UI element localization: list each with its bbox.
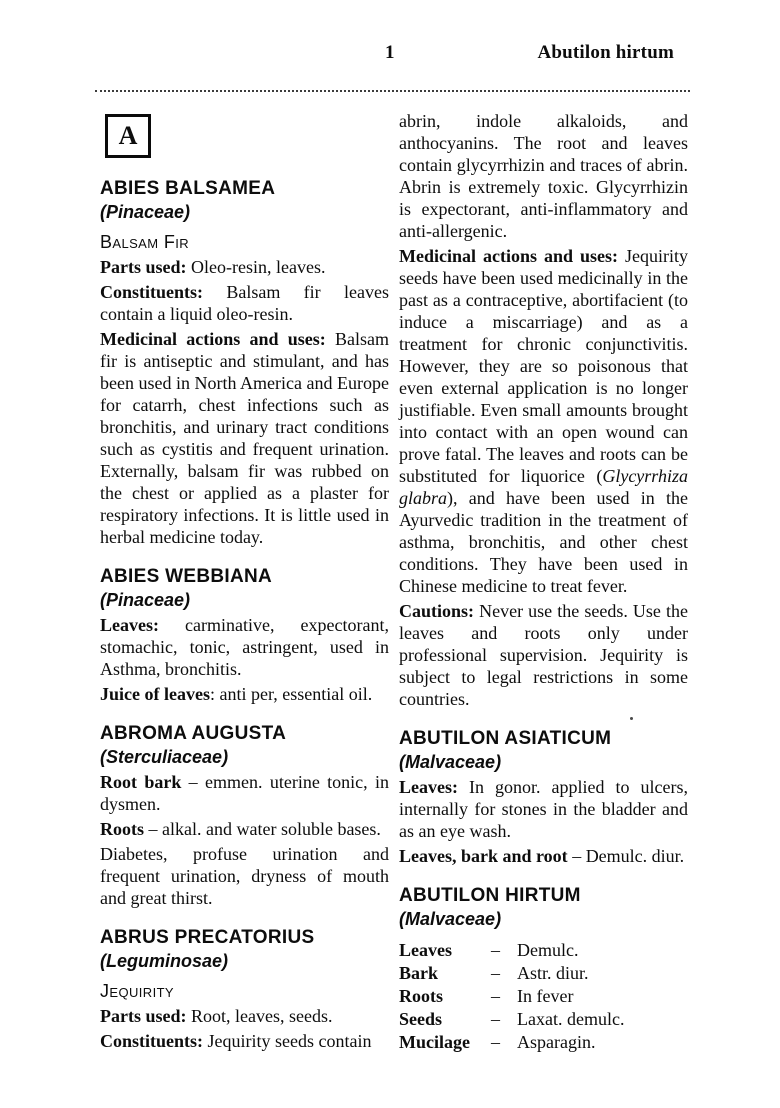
term-label: Root bark [100, 772, 182, 792]
entry-abutilon-hirtum [399, 885, 688, 1054]
paragraph-leaves [100, 614, 389, 680]
paragraph-parts-used [100, 1005, 389, 1027]
term-label: Parts used: [100, 1006, 187, 1026]
term-text: carminative, expectorant, stomachic, tonic, astringent, used in Asthma, bronchitis. [100, 615, 389, 679]
paragraph-juice-of-leaves [100, 683, 389, 705]
term-label: Leaves, bark and root [399, 846, 568, 866]
table-dash: – [491, 940, 500, 960]
table-part: Seeds [399, 1009, 443, 1029]
term-text: Never use the seeds. Use the leaves and roots only under professional supervision. Jequirity is subject to legal restrictions in some countries. [399, 601, 688, 709]
table-use: Asparagin. [517, 1032, 596, 1052]
term-text: Balsam fir is antiseptic and stimulant, and has been used in North America and Europe for catarrh, chest infections such as bronchitis, and urinary tract conditions such as cystitis and frequent urination. Externally, balsam fir was rubbed on the chest or applied as a plaster for respiratory infections. It is little used in herbal medicine today. [100, 329, 389, 547]
paragraph-parts-used [100, 256, 389, 278]
term-text: Balsam fir leaves contain a liquid oleo-resin. [100, 282, 389, 324]
paragraph-roots [100, 818, 389, 840]
table-dash: – [491, 963, 500, 983]
entry-title: ABUTILON HIRTUM [399, 885, 581, 906]
term-text: Oleo-resin, leaves. [186, 257, 326, 277]
entry-abutilon-asiaticum [399, 728, 688, 867]
paragraph-cautions [399, 600, 688, 710]
entry-title: ABRUS PRECATORIUS [100, 927, 315, 948]
term-text: abrin, indole alkaloids, and anthocyanins. The root and leaves contain glycyrrhizin and traces of abrin. Abrin is extremely toxic. Glycyrrhizin is expectorant, anti-inflammatory and anti-allergenic. [399, 111, 688, 241]
table-dash: – [491, 1009, 500, 1029]
entry-family: (Pinaceae) [100, 202, 191, 222]
entry-title: ABIES BALSAMEA [100, 178, 276, 199]
paragraph-medicinal-actions [100, 328, 389, 548]
latin-name: Glycyrrhiza glabra [399, 466, 688, 508]
entry-common-name: Balsam Fir [100, 232, 190, 252]
uses-table [399, 939, 688, 1054]
entry-common-name: Jequirity [100, 981, 174, 1001]
entry-abroma-augusta [100, 723, 389, 909]
term-text: Jequirity seeds have been used medicinally in the past as a contraceptive, abortifacient (to induce a miscarriage) and as a treatment for chronic conjunctivitis. However, they are so poisonous that even external application is no longer justifiable. Even small amounts brought into contact with an open wound can prove fatal. The leaves and roots can be substituted for liquorice ( [399, 246, 688, 486]
term-text: – alkal. and water soluble bases. [144, 819, 381, 839]
paragraph-constituents-continued [399, 110, 688, 242]
paragraph-leaves [399, 776, 688, 842]
entry-abies-webbiana [100, 566, 389, 705]
entry-title: ABUTILON ASIATICUM [399, 728, 612, 749]
term-text: In gonor. applied to ulcers, internally for stones in the bladder and as an eye wash. [399, 777, 688, 841]
term-label: Leaves: [100, 615, 159, 635]
entry-title: ABIES WEBBIANA [100, 566, 273, 587]
paragraph-constituents [100, 1030, 389, 1052]
entry-abies-balsamea [100, 178, 389, 548]
two-column-text [0, 92, 780, 1054]
page-number: 1 [385, 42, 395, 63]
entry-title: ABROMA AUGUSTA [100, 723, 287, 744]
term-label: Leaves: [399, 777, 458, 797]
term-label: Medicinal actions and uses: [100, 329, 326, 349]
entry-abrus-precatorius [100, 927, 389, 1052]
table-use: Laxat. demulc. [517, 1009, 625, 1029]
term-label: Parts used: [100, 257, 187, 277]
paragraph-root-bark [100, 771, 389, 815]
table-part: Leaves [399, 940, 452, 960]
table-part: Bark [399, 963, 439, 983]
entry-family: (Pinaceae) [100, 590, 191, 610]
term-label: Juice of leaves [100, 684, 210, 704]
term-label: Medicinal actions and uses: [399, 246, 618, 266]
ink-dot-artifact [630, 717, 633, 720]
page-header [0, 0, 780, 66]
section-letter: A [118, 121, 138, 150]
paragraph-constituents [100, 281, 389, 325]
table-use: In fever [517, 986, 574, 1006]
term-text: Root, leaves, seeds. [186, 1006, 333, 1026]
table-use: Astr. diur. [517, 963, 589, 983]
paragraph-medicinal-actions [399, 245, 688, 597]
entry-family: (Malvaceae) [399, 909, 502, 929]
term-text: – emmen. uterine tonic, in dysmen. [100, 772, 389, 814]
right-column [399, 110, 688, 1054]
running-head: Abutilon hirtum [537, 42, 674, 63]
table-dash: – [491, 1032, 500, 1052]
paragraph-note [100, 843, 389, 909]
term-label: Constituents: [100, 282, 204, 302]
term-text: : anti per, essential oil. [209, 684, 373, 704]
term-label: Roots [100, 819, 144, 839]
table-part: Mucilage [399, 1032, 470, 1052]
paragraph-leaves-bark-root [399, 845, 688, 867]
left-column [100, 110, 389, 1052]
term-text: ), and have been used in the Ayurvedic tradition in the treatment of asthma, bronchitis, and other chest conditions. They have been used in Chinese medicine to treat fever. [399, 488, 688, 596]
table-dash: – [491, 986, 500, 1006]
section-letter-box [105, 114, 151, 158]
term-text: Jequirity seeds contain [203, 1031, 372, 1051]
entry-family: (Leguminosae) [100, 951, 229, 971]
entry-abrus-precatorius-continued [399, 110, 688, 710]
entry-family: (Sterculiaceae) [100, 747, 229, 767]
term-text: Diabetes, profuse urination and frequent urination, dryness of mouth and great thirst. [100, 844, 389, 908]
term-text: – Demulc. diur. [567, 846, 685, 866]
term-label: Cautions: [399, 601, 475, 621]
table-use: Demulc. [517, 940, 579, 960]
table-part: Roots [399, 986, 443, 1006]
entry-family: (Malvaceae) [399, 752, 502, 772]
term-label: Constituents: [100, 1031, 204, 1051]
